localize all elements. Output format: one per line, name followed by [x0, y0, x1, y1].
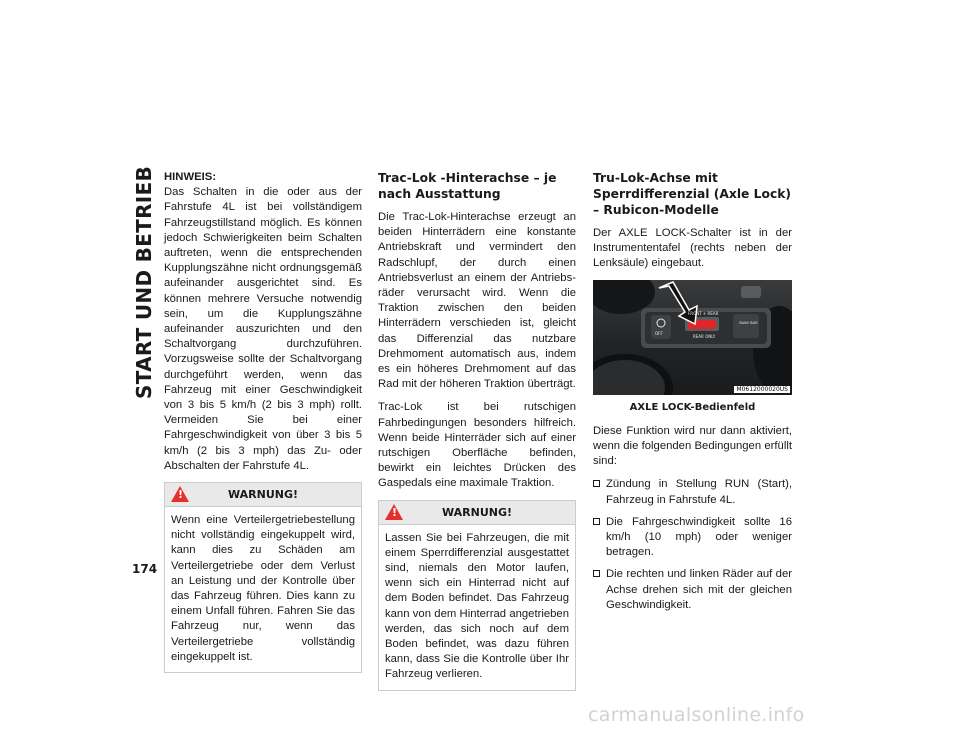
paragraph: Die Trac-Lok-Hinterachse erzeugt an beiden Hinterrädern eine konstante Antriebskraft und vermindert den Radschlupf, der durch einen Antriebsverlust an einem der Antriebsräder verursacht wird. Wenn die Traktion zwischen den beiden Hinterrädern verschieden ist, gleicht das Differenzial das nutzbare Drehmoment automatisch aus, indem es ein höheres Drehmoment auf das Rad mit der höheren Traktion überträgt. [378, 211, 576, 391]
list-item [593, 567, 792, 613]
square-bullet-icon [593, 480, 600, 487]
paragraph: Diese Funktion wird nur dann aktiviert, wenn die folgenden Bedingungen erfüllt sind: [593, 424, 792, 468]
conditions-list [593, 477, 792, 613]
section-heading: Tru-Lok-Achse mit Sperrdifferenzial (Axle Lock) – Rubicon-Modelle [593, 171, 792, 217]
column-3 [593, 170, 792, 620]
list-item-text: Zündung in Stellung RUN (Start), Fahrzeug in Fahrstufe 4L. [606, 478, 792, 506]
warning-body [379, 525, 575, 690]
note-title: HINWEIS: [164, 171, 217, 183]
section-heading: Trac-Lok -Hinterachse – je nach Ausstattung [378, 171, 557, 201]
warning-title: WARNUNG! [441, 505, 512, 519]
section-title: START UND BETRIEB [132, 166, 156, 400]
axle-lock-photo [593, 280, 792, 395]
note-text: Das Schalten in die oder aus der Fahrstufe 4L ist bei vollständigem Fahrzeugstillstand möglich. Es können jedoch Schwierigkeiten beim Schalten auftreten, wenn die entsprechenden Kupplungszähne nicht ordnungsgemäß aufeinander ausgerichtet sind. Es können mehrere Versuche notwendig sein, um die Kupplungszähne aufeinander auszurichten und den Schaltvorgang durchzuführen. Vorzugsweise sollte der Schaltvorgang durchgeführt werden, wenn das Fahrzeug mit einer Geschwindigkeit von 3 bis 5 km/h (2 bis 3 mph) rollt. Vermeiden Sie bei einer Fahrgeschwindigkeit von über 3 bis 5 km/h (2 bis 3 mph) das Zu- oder Abschalten der Fahrstufe 4L. [164, 186, 362, 472]
paragraph: Der AXLE LOCK-Schalter ist in der Instrumententafel (rechts neben der Lenksäule) eingebaut. [593, 227, 792, 270]
figure-code: M0612000020US [736, 385, 788, 393]
figure-caption: AXLE LOCK-Bedienfeld [629, 401, 756, 413]
column-1 [164, 170, 362, 673]
warning-text: Lassen Sie bei Fahrzeugen, die mit einem Sperrdifferenzial ausgestattet sind, niemals den Motor laufen, wenn sich ein Hinterrad nicht auf dem Boden befindet. Das Fahrzeug kann von dem Hinterrad angetrieben werden, das sich noch auf dem Boden befindet, was dazu führen kann, dass Sie die Kontrolle über Ihr Fahrzeug verlieren. [385, 531, 569, 681]
paragraph: Trac-Lok ist bei rutschigen Fahrbedingungen besonders hilfreich. Wenn beide Hinterräder sich auf einer rutschigen Oberfläche befinden, bewirkt ein leichtes Drücken des Gaspedals eine maximale Traktion. [378, 401, 576, 490]
label-sway-bar: SWAY BAR [739, 320, 758, 325]
warning-text: Wenn eine Verteilergetriebestellung nicht vollständig eingekuppelt wird, kann dies zu Schäden am Verteilergetriebe oder dem Verlust an Leistung und der Kontrolle über das Fahrzeug führen. Dies kann zu einem Unfall führen. Fahren Sie das Fahrzeug nur, wenn das Verteilergetriebe vollständig eingekuppelt ist. [171, 514, 355, 663]
warning-triangle-icon [171, 486, 189, 502]
column-2 [378, 170, 576, 691]
list-item-text: Die Fahrgeschwindigkeit sollte 16 km/h (10 mph) oder weniger betragen. [606, 515, 792, 559]
page-number: 174 [132, 562, 158, 576]
square-bullet-icon [593, 570, 600, 577]
list-item [593, 515, 792, 561]
warning-body [165, 507, 361, 672]
warning-header [379, 501, 575, 525]
list-item-text: Die rechten und linken Räder auf der Achse drehen sich mit der gleichen Geschwindigkeit. [606, 568, 792, 611]
square-bullet-icon [593, 518, 600, 525]
list-item [593, 477, 792, 507]
label-rear-only: REAR ONLY [693, 333, 716, 339]
warning-triangle-icon [385, 504, 403, 520]
label-off: OFF [655, 330, 663, 336]
warning-header [165, 483, 361, 507]
warning-title: WARNUNG! [227, 488, 298, 502]
warning-box [378, 500, 576, 691]
axle-lock-panel-illustration [593, 280, 792, 395]
label-front-rear: FRONT + REAR [688, 310, 719, 316]
footer-watermark: carmanualsonline.info [588, 704, 805, 726]
warning-box [164, 482, 362, 673]
